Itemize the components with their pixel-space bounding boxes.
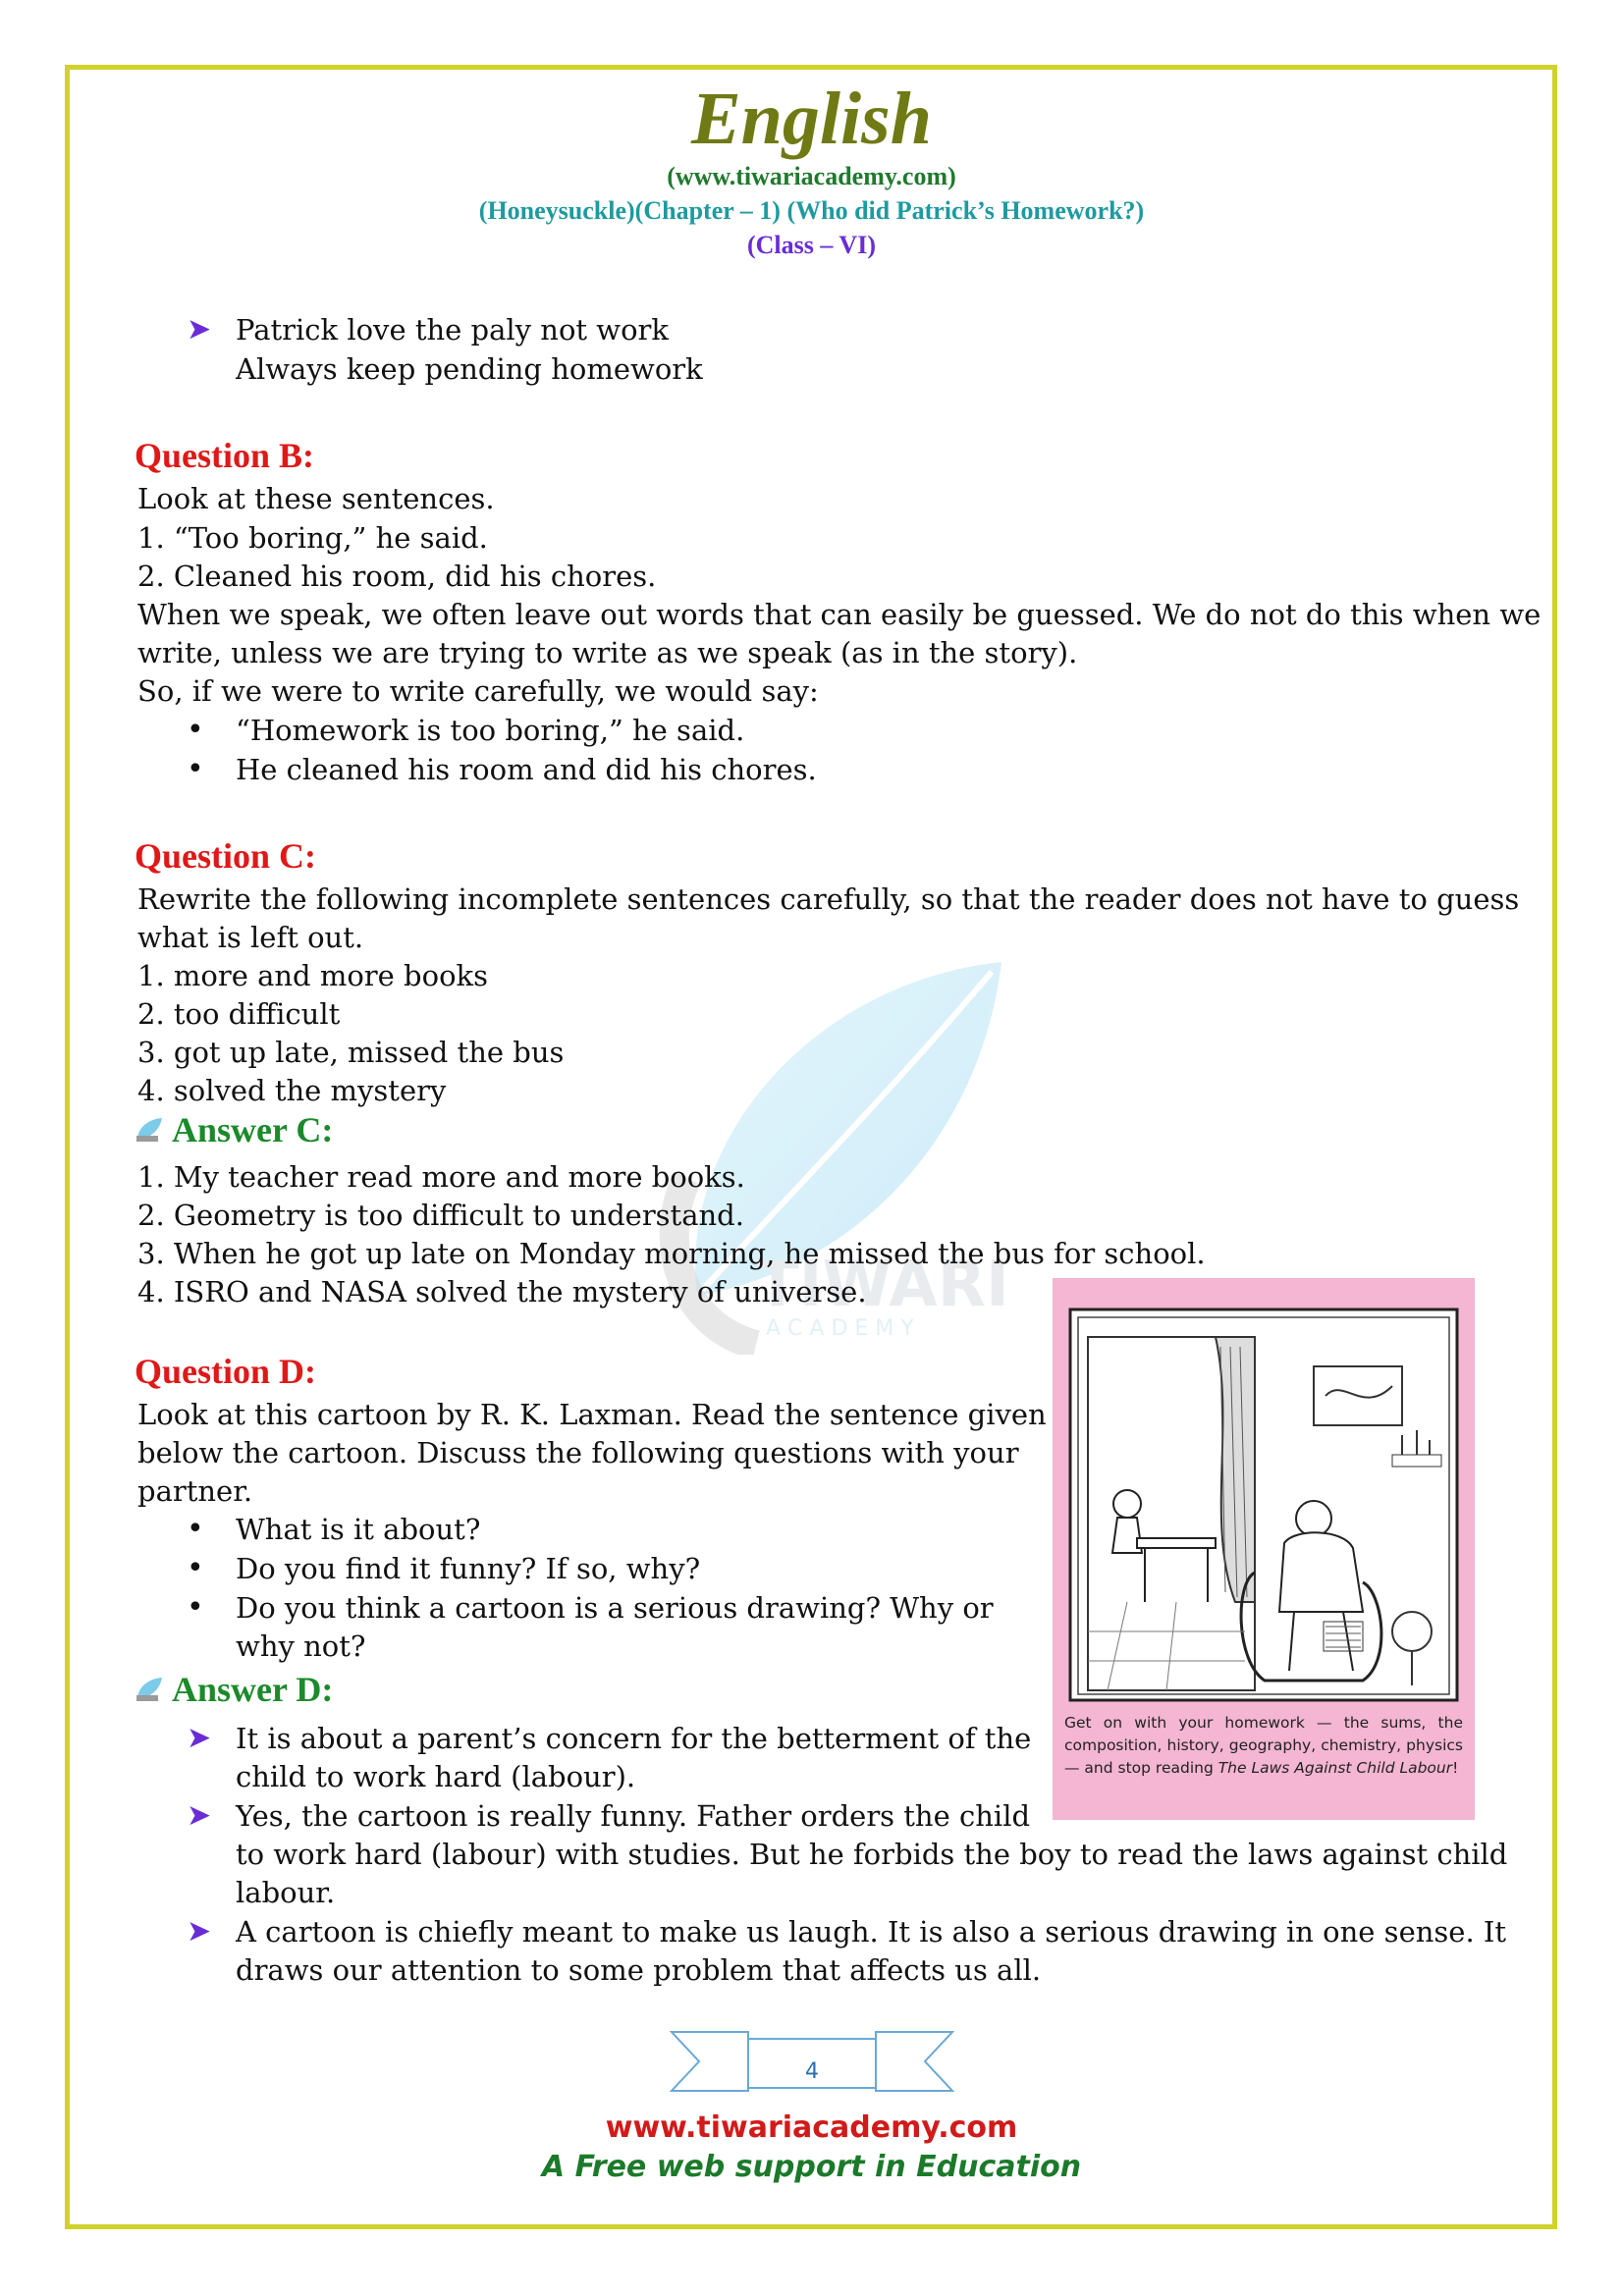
answer-d-line: A cartoon is chiefly meant to make us laugh. It is also a serious drawing in one sense. It: [236, 1915, 1506, 1949]
answer-c-line: 4. ISRO and NASA solved the mystery of universe.: [137, 1275, 867, 1308]
watermark-sub: A C A D E M Y: [766, 1316, 914, 1341]
arrow-bullet-icon: ➤: [187, 312, 212, 347]
answer-d-line: labour.: [236, 1876, 336, 1909]
footer-url[interactable]: www.tiwariacademy.com: [605, 2110, 1018, 2145]
intro-line-2: Always keep pending homework: [236, 352, 703, 386]
bullet-dot: •: [187, 752, 204, 786]
question-b-bullet: He cleaned his room and did his chores.: [236, 753, 817, 786]
answer-d-line: to work hard (labour) with studies. But he forbids the boy to read the laws against child: [236, 1838, 1508, 1871]
caption-text: Get on with your homework — the sums, the composition, history, geography, chemistry, physics — and stop reading: [1064, 1714, 1463, 1777]
answer-c-heading: [135, 1109, 333, 1150]
header-chapter: (Honeysuckle)(Chapter – 1) (Who did Patrick’s Homework?): [478, 196, 1145, 225]
page-title: English: [690, 78, 933, 160]
arrow-bullet-icon: ➤: [187, 1914, 212, 1949]
question-b-line: When we speak, we often leave out words that can easily be guessed. We do not do this when we: [137, 598, 1542, 631]
arrow-bullet-icon: ➤: [187, 1721, 212, 1755]
answer-d-label: Answer D:: [172, 1670, 334, 1709]
footer-tagline: A Free web support in Education: [541, 2150, 1082, 2184]
question-d-bullet: What is it about?: [236, 1513, 481, 1546]
question-b-line: 1. “Too boring,” he said.: [137, 521, 488, 555]
question-c-heading: Question C:: [135, 836, 317, 876]
question-d-line: partner.: [137, 1474, 253, 1508]
question-c-line: Rewrite the following incomplete sentences carefully, so that the reader does not have to guess: [137, 882, 1520, 916]
question-b-line: Look at these sentences.: [137, 482, 495, 515]
question-b-line: So, if we were to write carefully, we would say:: [137, 674, 819, 708]
answer-c-line: 1. My teacher read more and more books.: [137, 1160, 745, 1194]
answer-c-line: 2. Geometry is too difficult to understand.: [137, 1199, 744, 1232]
question-d-bullet: Do you find it funny? If so, why?: [236, 1552, 701, 1585]
caption-end: !: [1452, 1759, 1459, 1777]
answer-d-line: draws our attention to some problem that affects us all.: [236, 1953, 1042, 1987]
tiwari-logo-icon: [135, 1116, 164, 1144]
question-d-line: below the cartoon. Discuss the following questions with your: [137, 1436, 1019, 1469]
watermark-brand: TIWARI: [756, 1249, 1009, 1321]
cartoon-caption: [1064, 1712, 1463, 1780]
answer-d-line: It is about a parent’s concern for the betterment of the: [236, 1722, 1032, 1755]
answer-c-label: Answer C:: [172, 1110, 334, 1149]
question-b-line: write, unless we are trying to write as we speak (as in the story).: [137, 636, 1078, 669]
question-b-bullet: “Homework is too boring,” he said.: [236, 714, 745, 747]
question-d-heading: Question D:: [135, 1352, 317, 1391]
question-c-line: 4. solved the mystery: [137, 1074, 447, 1107]
question-b-heading: Question B:: [135, 436, 315, 475]
question-c-line: 2. too difficult: [137, 997, 341, 1031]
tiwari-logo-icon: [135, 1676, 164, 1703]
question-d-bullet: why not?: [236, 1629, 366, 1663]
answer-d-line: Yes, the cartoon is really funny. Father orders the child: [236, 1799, 1031, 1833]
bullet-dot: •: [187, 1551, 204, 1585]
page-number: 4: [805, 2059, 819, 2084]
intro-line-1: Patrick love the paly not work: [236, 313, 669, 347]
header-site: (www.tiwariacademy.com): [667, 162, 956, 190]
answer-d-line: child to work hard (labour).: [236, 1760, 636, 1793]
question-b-line: 2. Cleaned his room, did his chores.: [137, 560, 657, 593]
answer-c-line: 3. When he got up late on Monday morning, he missed the bus for school.: [137, 1237, 1206, 1270]
answer-d-heading: [135, 1669, 333, 1710]
cartoon-drawing: [1068, 1308, 1459, 1702]
bullet-dot: •: [187, 1590, 204, 1625]
bullet-dot: •: [187, 1512, 204, 1546]
question-c-line: 1. more and more books: [137, 959, 488, 992]
bullet-dot: •: [187, 713, 204, 747]
question-c-line: what is left out.: [137, 921, 364, 954]
question-c-line: 3. got up late, missed the bus: [137, 1036, 565, 1069]
caption-title: The Laws Against Child Labour: [1217, 1759, 1453, 1777]
question-d-line: Look at this cartoon by R. K. Laxman. Read the sentence given: [137, 1398, 1047, 1431]
header-class: (Class – VI): [747, 231, 876, 259]
arrow-bullet-icon: ➤: [187, 1798, 212, 1833]
question-d-bullet: Do you think a cartoon is a serious drawing? Why or: [236, 1591, 994, 1625]
cartoon-panel: [1053, 1278, 1475, 1820]
